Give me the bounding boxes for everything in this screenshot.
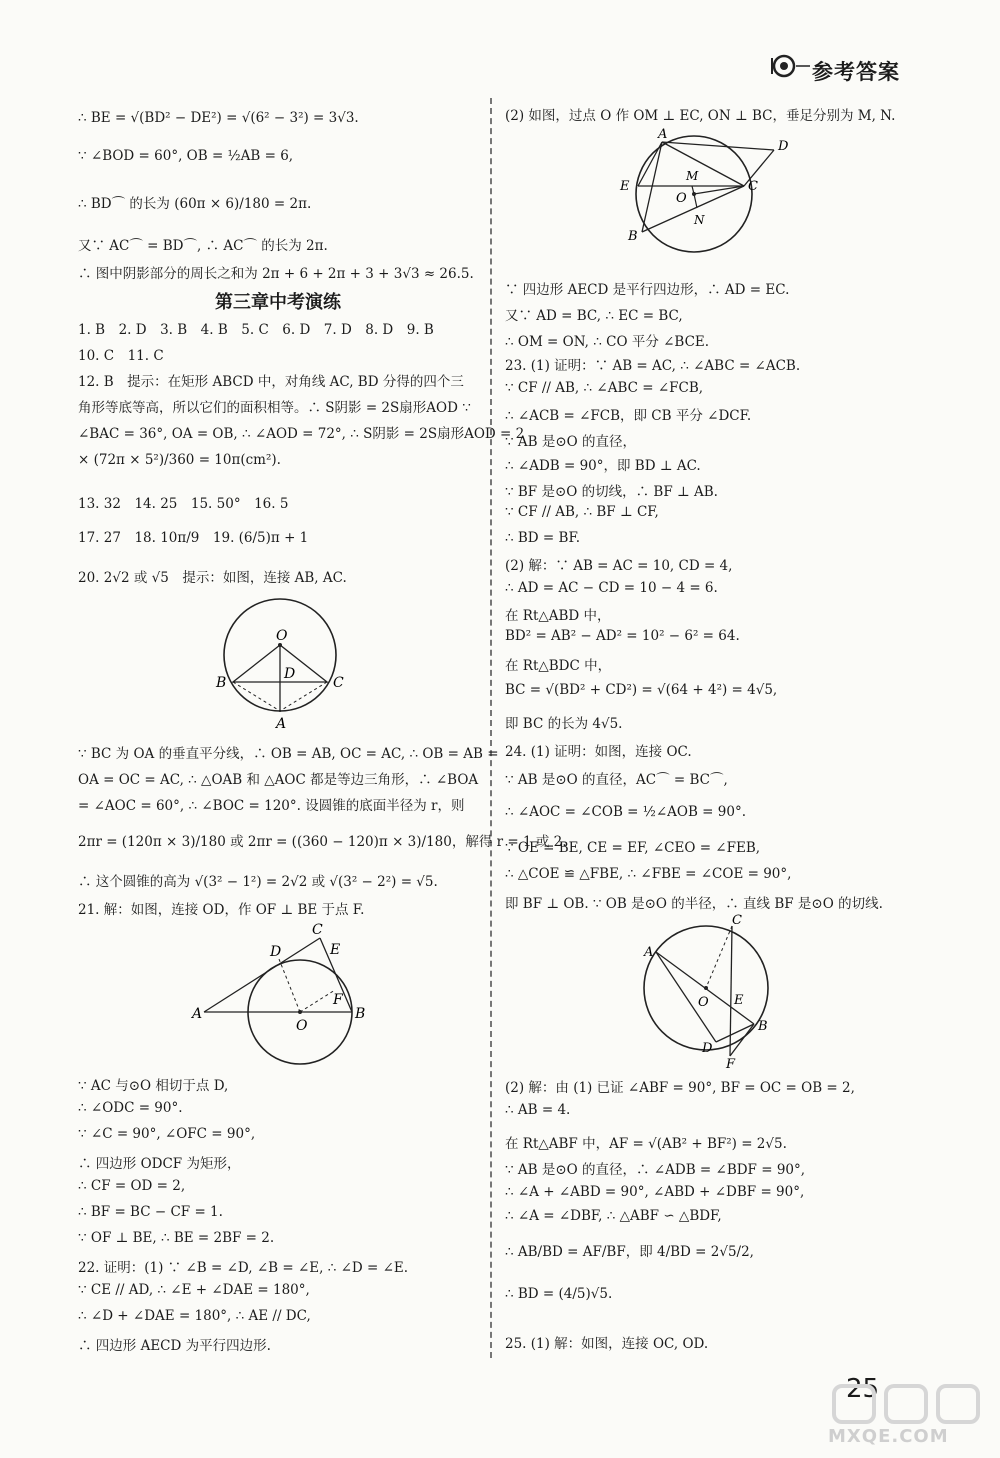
page-header-title: 参考答案 xyxy=(812,60,900,84)
text-line: ∵ 四边形 AECD 是平行四边形，∴ AD = EC. xyxy=(505,282,790,298)
text-line: (2) 如图，过点 O 作 OM ⊥ EC, ON ⊥ BC，垂足分别为 M, N. xyxy=(505,108,896,124)
fig24-label-f: F xyxy=(726,1057,736,1072)
text-line: ∵ BF 是⊙O 的切线，∴ BF ⊥ AB. xyxy=(505,484,718,500)
fig20-label-b: B xyxy=(216,675,227,691)
text-line: ∴ BD⌒ 的长为 (60π × 6)/180 = 2π. xyxy=(78,196,312,212)
text-line: ∵ ∠C = 90°, ∠OFC = 90°, xyxy=(78,1126,256,1142)
text-line: ∵ ∠BOD = 60°, OB = ½AB = 6, xyxy=(78,148,294,164)
fig24-label-b: B xyxy=(758,1019,768,1034)
fig22-label-c: C xyxy=(748,179,758,194)
text-line: 即 BF ⊥ OB. ∵ OB 是⊙O 的半径，∴ 直线 BF 是⊙O 的切线. xyxy=(505,896,883,912)
text-line: ∴ 这个圆锥的高为 √(3² − 1²) = 2√2 或 √(3² − 2²) = √5. xyxy=(78,874,438,890)
text-line: (2) 解：由 (1) 已证 ∠ABF = 90°, BF = OC = OB = 2, xyxy=(505,1080,855,1096)
text-line: 12. B 提示：在矩形 ABCD 中，对角线 AC, BD 分得的四个三 xyxy=(78,374,464,390)
text-line: ∴ △COE ≌ △FBE, ∴ ∠FBE = ∠COE = 90°, xyxy=(505,866,792,882)
fig22-label-e: E xyxy=(620,179,630,194)
fig21-label-d: D xyxy=(270,944,282,960)
text-line: ∴ ∠A = ∠DBF, ∴ △ABF ∽ △BDF, xyxy=(505,1208,722,1224)
text-line: = ∠AOC = 60°, ∴ ∠BOC = 120°. 设圆锥的底面半径为 r，则 xyxy=(78,798,465,814)
text-line: ∴ AB/BD = AF/BF，即 4/BD = 2√5/2, xyxy=(505,1244,754,1260)
page-number: 25 xyxy=(846,1374,880,1404)
fig24-label-a: A xyxy=(644,945,654,960)
fig20-label-c: C xyxy=(333,675,344,691)
fig22-label-m: M xyxy=(686,169,699,183)
text-line: 又∵ AC⌒ = BD⌒, ∴ AC⌒ 的长为 2π. xyxy=(78,238,328,254)
text-line: ∴ 四边形 AECD 为平行四边形. xyxy=(78,1338,271,1354)
text-line: ∴ ∠ODC = 90°. xyxy=(78,1100,183,1116)
fig21-label-e: E xyxy=(330,942,341,958)
text-line: OA = OC = AC, ∴ △OAB 和 △AOC 都是等边三角形，∴ ∠BOA xyxy=(78,772,479,788)
column-divider xyxy=(490,98,492,1358)
text-line: ∴ 图中阴影部分的周长之和为 2π + 6 + 2π + 3 + 3√3 ≈ 26.5. xyxy=(78,266,474,282)
text-line: ∴ ∠AOC = ∠COB = ½∠AOB = 90°. xyxy=(505,804,747,820)
text-line: 在 Rt△ABF 中，AF = √(AB² + BF²) = 2√5. xyxy=(505,1136,787,1152)
text-line: 24. (1) 证明：如图，连接 OC. xyxy=(505,744,692,760)
figure-problem-21 xyxy=(190,918,380,1068)
text-line: ∴ 四边形 ODCF 为矩形， xyxy=(78,1156,241,1172)
fig21-label-a: A xyxy=(192,1006,203,1022)
fig20-label-d: D xyxy=(284,666,296,682)
text-line: 角形等底等高，所以它们的面积相等。∴ S阴影 = 2S扇形AOD ∵ xyxy=(78,400,471,416)
text-line: ∵ OE = BE, CE = EF, ∠CEO = ∠FEB, xyxy=(505,840,761,856)
text-line: ∴ ∠ACB = ∠FCB，即 CB 平分 ∠DCF. xyxy=(505,408,752,424)
text-line: 即 BC 的长为 4√5. xyxy=(505,716,623,732)
answer-line: 13. 32 14. 25 15. 50° 16. 5 xyxy=(78,496,289,512)
text-line: ∵ CF // AB, ∴ BF ⊥ CF, xyxy=(505,504,659,520)
answer-line: 1. B 2. D 3. B 4. B 5. C 6. D 7. D 8. D 9. B xyxy=(78,322,434,338)
fig22-label-a: A xyxy=(658,128,668,142)
text-line: ∵ AC 与⊙O 相切于点 D, xyxy=(78,1078,229,1094)
fig24-label-d: D xyxy=(702,1041,713,1056)
text-line: ∴ AD = AC − CD = 10 − 4 = 6. xyxy=(505,580,718,596)
text-line: 22. 证明：(1) ∵ ∠B = ∠D, ∠B = ∠E, ∴ ∠D = ∠E. xyxy=(78,1260,409,1276)
fig24-label-c: C xyxy=(732,913,742,928)
fig24-label-o: O xyxy=(698,995,709,1010)
fig20-label-o: O xyxy=(276,628,288,644)
fig21-label-c: C xyxy=(312,922,323,938)
fig24-label-e: E xyxy=(734,993,744,1008)
book-logo-icon xyxy=(770,52,810,80)
text-line: ∵ CF // AB, ∴ ∠ABC = ∠FCB, xyxy=(505,380,704,396)
fig22-label-b: B xyxy=(628,229,638,244)
text-line: ∴ ∠ADB = 90°，即 BD ⊥ AC. xyxy=(505,458,701,474)
section-title: 第三章中考演练 xyxy=(215,292,341,313)
fig21-label-o: O xyxy=(296,1018,308,1034)
text-line: 23. (1) 证明：∵ AB = AC, ∴ ∠ABC = ∠ACB. xyxy=(505,358,801,374)
text-line: 21. 解：如图，连接 OD，作 OF ⊥ BE 于点 F. xyxy=(78,902,365,918)
fig21-label-f: F xyxy=(333,992,343,1008)
figure-problem-20 xyxy=(210,590,350,740)
text-line: 25. (1) 解：如图，连接 OC, OD. xyxy=(505,1336,709,1352)
fig22-label-o: O xyxy=(676,191,687,206)
text-line: ∴ AB = 4. xyxy=(505,1102,571,1118)
text-line: BD² = AB² − AD² = 10² − 6² = 64. xyxy=(505,628,740,644)
text-line: ∠BAC = 36°, OA = OB, ∴ ∠AOD = 72°, ∴ S阴影 = 2S扇形AOD = 2 xyxy=(78,426,525,442)
text-line: ∵ AB 是⊙O 的直径，∴ ∠ADB = ∠BDF = 90°, xyxy=(505,1162,806,1178)
fig20-label-a: A xyxy=(276,716,287,732)
text-line: 在 Rt△BDC 中， xyxy=(505,658,612,674)
text-line: ∵ OF ⊥ BE, ∴ BE = 2BF = 2. xyxy=(78,1230,275,1246)
text-line: ∵ AB 是⊙O 的直径， xyxy=(505,434,637,450)
text-line: 2πr = (120π × 3)/180 或 2πr = ((360 − 120)π × 3)/180，解得 r = 1 或 2. xyxy=(78,834,567,850)
text-line: ∴ BD = BF. xyxy=(505,530,580,546)
text-line: ∴ BE = √(BD² − DE²) = √(6² − 3²) = 3√3. xyxy=(78,110,359,126)
text-line: ∴ BF = BC − CF = 1. xyxy=(78,1204,223,1220)
watermark-text: MXQE.COM xyxy=(828,1426,949,1447)
text-line: ∵ AB 是⊙O 的直径，AC⌒ = BC⌒, xyxy=(505,772,728,788)
text-line: ∴ ∠D + ∠DAE = 180°, ∴ AE // DC, xyxy=(78,1308,311,1324)
figure-problem-22 xyxy=(612,128,802,268)
answer-line: 10. C 11. C xyxy=(78,348,164,364)
figure-problem-24 xyxy=(636,912,786,1072)
text-line: 在 Rt△ABD 中， xyxy=(505,608,611,624)
text-line: BC = √(BD² + CD²) = √(64 + 4²) = 4√5, xyxy=(505,682,778,698)
fig22-label-d: D xyxy=(778,139,789,154)
text-line: ∴ OM = ON, ∴ CO 平分 ∠BCE. xyxy=(505,334,710,350)
text-line: (2) 解：∵ AB = AC = 10, CD = 4, xyxy=(505,558,733,574)
text-line: 20. 2√2 或 √5 提示：如图，连接 AB, AC. xyxy=(78,570,347,586)
text-line: 又∵ AD = BC, ∴ EC = BC, xyxy=(505,308,683,324)
fig22-label-n: N xyxy=(694,213,705,227)
text-line: ∴ BD = (4/5)√5. xyxy=(505,1286,613,1302)
text-line: × (72π × 5²)/360 = 10π(cm²). xyxy=(78,452,281,468)
fig21-label-b: B xyxy=(355,1006,366,1022)
text-line: ∴ CF = OD = 2, xyxy=(78,1178,186,1194)
text-line: ∵ BC 为 OA 的垂直平分线，∴ OB = AB, OC = AC, ∴ OB = AB = xyxy=(78,746,499,762)
answer-line: 17. 27 18. 10π/9 19. (6/5)π + 1 xyxy=(78,530,309,546)
text-line: ∵ CE // AD, ∴ ∠E + ∠DAE = 180°, xyxy=(78,1282,310,1298)
text-line: ∴ ∠A + ∠ABD = 90°, ∠ABD + ∠DBF = 90°, xyxy=(505,1184,805,1200)
